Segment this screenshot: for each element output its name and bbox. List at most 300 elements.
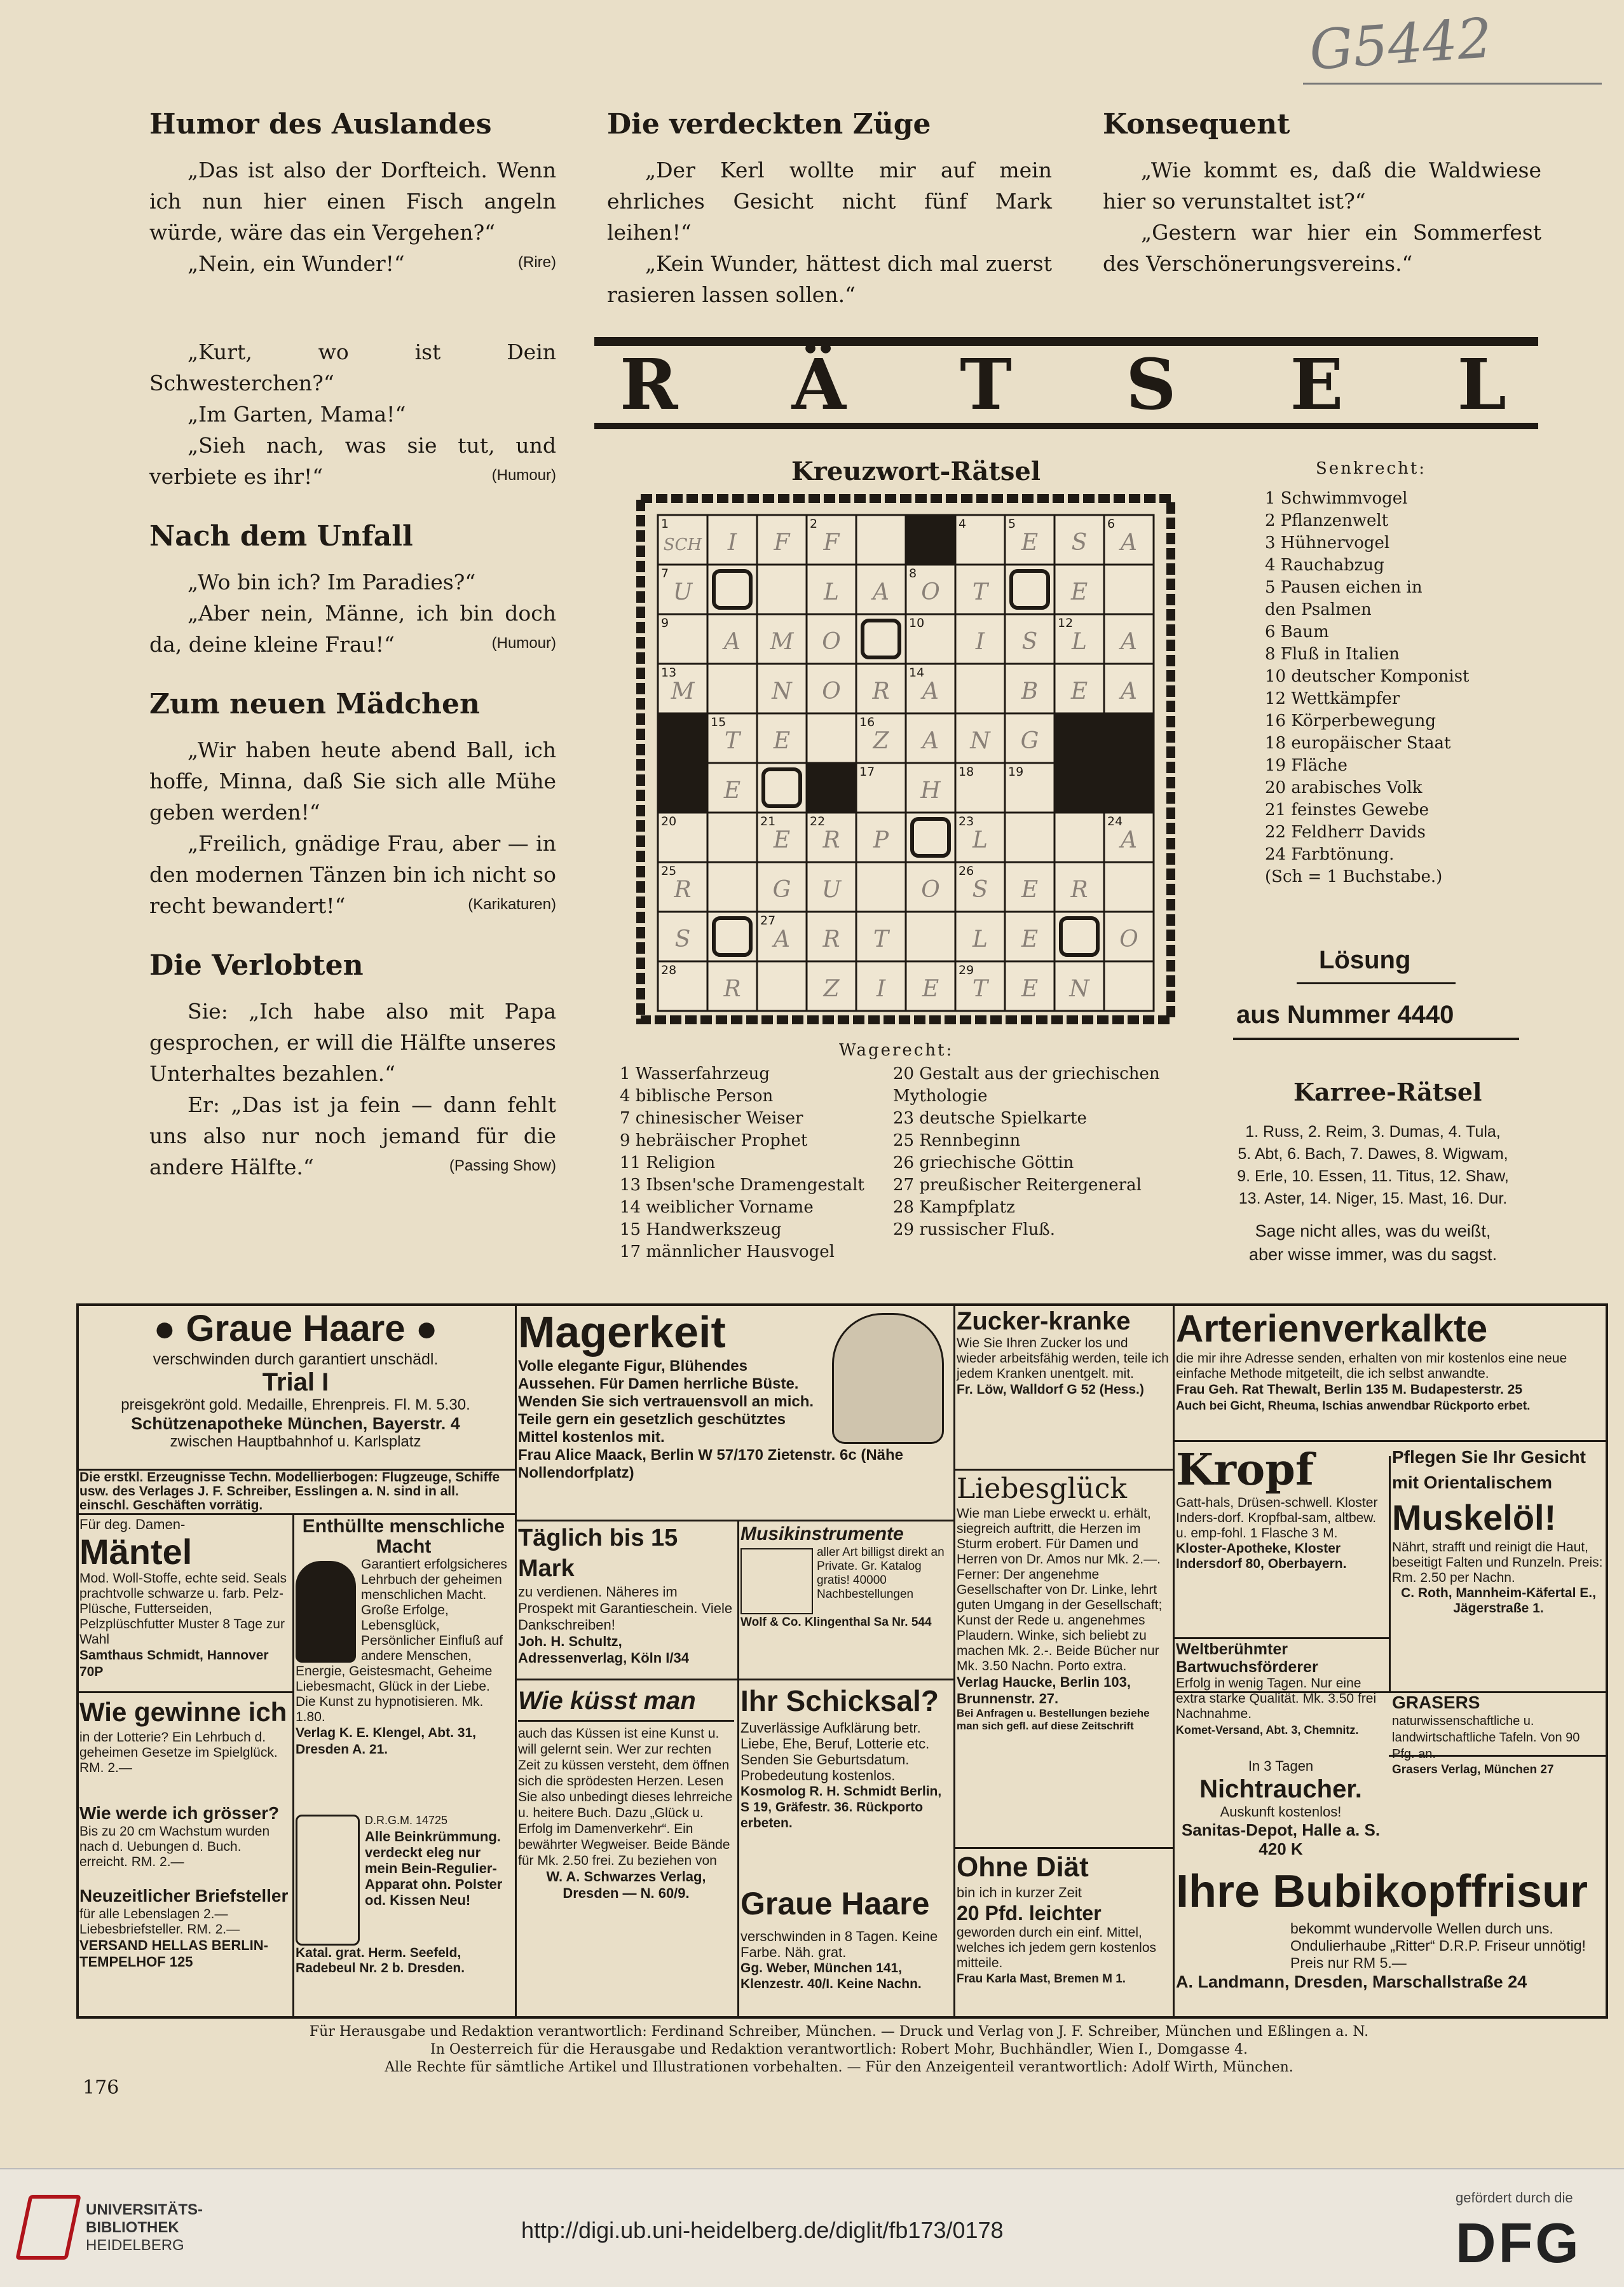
joke-block	[149, 949, 556, 1183]
joke-block	[149, 336, 556, 492]
ad-modellierbogen	[79, 1471, 512, 1513]
joke-source: (Rire)	[518, 254, 556, 271]
raetsel-banner	[594, 337, 1538, 429]
grid-number: 6	[1107, 517, 1116, 531]
loesung-rule	[1297, 982, 1456, 984]
pencil-letter: L	[972, 926, 988, 952]
ad-firm: Komet-Versand, Abt. 3, Chemnitz.	[1176, 1724, 1359, 1736]
ad-wie-kuesst-man	[518, 1682, 734, 2016]
grid-number: 22	[810, 814, 826, 828]
ad-text: die mir ihre Adresse senden, erhalten von mir kostenlos eine neue einfache Methode mitgeteilt, die ich selbst anwandte.	[1176, 1351, 1567, 1381]
ad-text: Alle Beinkrümmung. verdeckt eleg nur mein Bein-Regulier-Apparat ohn. Polster od. Kissen Neu!	[365, 1829, 503, 1908]
grid-number: 27	[760, 914, 776, 928]
clue-line: den Psalmen	[1265, 600, 1372, 619]
joke-paragraph: „Wir haben heute abend Ball, ich hoffe, Minna, daß Sie sich alle Mühe geben werden!“	[149, 738, 556, 825]
document-url-link[interactable]: http://digi.ub.uni-heidelberg.de/diglit/fb173/0178	[521, 2217, 1004, 2243]
pencil-letter: A	[724, 629, 740, 655]
ad-text: aller Art billigst direkt an Private. Gr. Katalog gratis! 40000 Nachbestellungen	[817, 1546, 945, 1601]
grid-cell	[707, 813, 757, 862]
ad-text: Für deg. Damen-	[79, 1516, 186, 1532]
grid-cell	[757, 961, 807, 1011]
logo-line: UNIVERSITÄTS-	[86, 2201, 203, 2218]
ad-ihr-schicksal	[740, 1682, 950, 1872]
pencil-letter: B	[1021, 678, 1039, 704]
karree-title: Karree-Rätsel	[1293, 1078, 1482, 1106]
ad-divider	[953, 1303, 955, 2019]
ad-text: verschwinden durch garantiert unschädl.	[153, 1350, 439, 1368]
clue-line: 10 deutscher Komponist	[1265, 667, 1470, 686]
ad-firm: A. Landmann, Dresden, Marschallstraße 24	[1176, 1972, 1527, 1991]
grid-cell	[955, 664, 1005, 713]
clue-line: 21 feinstes Gewebe	[1265, 800, 1430, 820]
pencil-letter: N	[1069, 976, 1089, 1002]
ad-text: Pflegen Sie Ihr Gesicht mit Orientalischem	[1392, 1447, 1586, 1492]
joke-paragraph: „Das ist also der Dorfteich. Wenn ich nun hier einen Fisch angeln würde, wäre das ein Vergehen?“	[149, 158, 556, 245]
ad-nichtraucher	[1176, 1758, 1386, 1860]
ad-title: Zucker-kranke	[957, 1307, 1131, 1335]
clue-line: 11 Religion	[620, 1153, 716, 1172]
clue-line: 1. Russ, 2. Reim, 3. Dumas, 4. Tula,	[1245, 1123, 1501, 1141]
joke-right-para-2: „Gestern war hier ein Sommerfest des Verschönerungsvereins.“	[1103, 220, 1541, 276]
clue-line: 18 europäischer Staat	[1265, 734, 1451, 753]
grid-cell	[906, 912, 955, 961]
pencil-letter: F	[823, 530, 840, 556]
clue-line: 22 Feldherr Davids	[1265, 823, 1426, 842]
ad-magerkeit	[518, 1307, 950, 1516]
ad-title: Enthüllte menschliche Macht	[302, 1516, 505, 1557]
pencil-letter: E	[723, 778, 741, 804]
grid-ornament	[1061, 918, 1098, 955]
pencil-letter: N	[970, 728, 990, 754]
clue-line: 12 Wettkämpfer	[1265, 689, 1400, 708]
clue-line: Mythologie	[893, 1087, 988, 1106]
grid-cell	[856, 862, 906, 912]
ad-title: Graue Haare	[740, 1886, 930, 1921]
pencil-letter: O	[822, 629, 841, 655]
clue-line: 3 Hühnervogel	[1265, 533, 1390, 553]
ad-firm: Frau Alice Maack, Berlin W 57/170 Zietenstr. 6c (Nähe Nollendorfplatz)	[518, 1446, 904, 1481]
ad-firm: Joh. H. Schultz, Adressenverlag, Köln I/34	[518, 1633, 689, 1666]
grid-ornament	[863, 621, 899, 657]
ad-maentel	[79, 1516, 290, 1689]
clue-line: 20 Gestalt aus der griechischen	[893, 1064, 1160, 1083]
grid-number: 9	[661, 616, 669, 630]
page-number: 176	[83, 2077, 119, 2099]
ad-firm: Katal. grat. Herm. Seefeld, Radebeul Nr. 2 b. Dresden.	[296, 1946, 465, 1975]
logo-line: BIBLIOTHEK	[86, 2219, 179, 2236]
joke-source: (Humour)	[491, 635, 556, 652]
grid-ornament	[912, 819, 949, 856]
ad-text: preisgekrönt gold. Medaille, Ehrenpreis. Fl. M. 5.30.	[121, 1396, 470, 1413]
senkrecht-title: Senkrecht:	[1316, 459, 1427, 478]
clue-line: (Sch = 1 Buchstabe.)	[1265, 867, 1443, 886]
grid-cell	[707, 862, 757, 912]
clue-line: 1 Schwimmvogel	[1265, 489, 1408, 508]
clue-line: aber wisse immer, was du sagst.	[1248, 1245, 1498, 1264]
wagerecht-clues-left	[620, 1063, 899, 1263]
grid-number: 4	[959, 517, 967, 531]
pencil-letter: Z	[823, 976, 840, 1002]
ad-divider	[1173, 1303, 1175, 2019]
clue-line: Sage nicht alles, was du weißt,	[1255, 1221, 1491, 1240]
ad-text: geworden durch ein einf. Mittel, welches ich jedem gern kostenlos mitteile.	[957, 1925, 1156, 1970]
leg-apparatus-icon	[296, 1815, 360, 1946]
ad-title: Täglich bis 15 Mark	[518, 1525, 678, 1582]
ad-text: Zuverlässige Aufklärung betr. Liebe, Ehe, Beruf, Lotterie etc. Senden Sie Geburtsdatum. Probedeutung kostenlos.	[740, 1720, 930, 1783]
imprint-line-1: Für Herausgabe und Redaktion verantwortlich: Ferdinand Schreiber, München. — Druck und Verlag von J. F. Schreiber, München und Eßlingen a. N.	[309, 2024, 1369, 2040]
joke-paragraph: „Freilich, gnädige Frau, aber — in den modernen Tänzen bin ich nicht so recht bewandert!“	[149, 831, 556, 918]
clue-line: 1 Wasserfahrzeug	[620, 1064, 770, 1083]
pencil-letter: E	[922, 976, 939, 1002]
ad-note: Auch bei Gicht, Rheuma, Ischias anwendbar Rückporto erbet.	[1176, 1399, 1531, 1413]
grid-number: 19	[1008, 765, 1024, 779]
ad-title: Kropf	[1176, 1445, 1314, 1495]
clue-line: 23 deutsche Spielkarte	[893, 1109, 1087, 1128]
ad-title: Wie werde ich grösser?	[79, 1803, 280, 1823]
grid-block	[1054, 713, 1104, 763]
joke-title: Die Verlobten	[149, 949, 364, 982]
instruments-icon	[740, 1548, 813, 1614]
ad-firm: Gg. Weber, München 141, Klenzestr. 40/I. Keine Nachn.	[740, 1961, 922, 1991]
ad-divider	[76, 1691, 292, 1693]
clue-line: 27 preußischer Reitergeneral	[893, 1176, 1142, 1195]
grid-cell	[757, 565, 807, 614]
jokes-left-column	[149, 108, 556, 1211]
pencil-letter: E	[773, 728, 791, 754]
grid-cell	[1104, 961, 1154, 1011]
pencil-letter: S	[972, 877, 988, 903]
joke-block	[149, 520, 556, 660]
pencil-letter: U	[672, 579, 693, 605]
senkrecht-clues	[1265, 458, 1532, 888]
ad-firm: C. Roth, Mannheim-Käfertal E., Jägerstraße 1.	[1401, 1586, 1596, 1616]
grid-number: 2	[810, 517, 818, 531]
ad-text: Bis zu 20 cm Wachstum wurden nach d. Uebungen d. Buch. erreicht. RM. 2.—	[79, 1824, 270, 1869]
karree-solution	[1195, 1121, 1551, 1210]
pencil-letter: R	[723, 976, 741, 1002]
ad-text: zwischen Hauptbahnhof u. Karlsplatz	[170, 1433, 421, 1450]
ad-divider	[1173, 1637, 1389, 1639]
pencil-letter: S	[1021, 629, 1038, 655]
grid-number: 24	[1107, 814, 1123, 828]
pencil-letter: T	[724, 728, 740, 754]
ad-text: in der Lotterie? Ein Lehrbuch d. geheimen Gesetze im Spielglück. RM. 2.—	[79, 1730, 278, 1775]
joke-paragraph: „Kurt, wo ist Dein Schwesterchen?“	[149, 340, 556, 395]
ad-firm: Kosmolog R. H. Schmidt Berlin, S 19, Gräfestr. 36. Rückporto erbeten.	[740, 1784, 942, 1830]
pencil-letter: E	[1021, 530, 1039, 556]
grid-cell	[707, 664, 757, 713]
ad-title: Liebesglück	[957, 1473, 1127, 1505]
joke-block	[149, 688, 556, 921]
pencil-letter: R	[822, 926, 840, 952]
ad-firm: Wolf & Co. Klingenthal Sa Nr. 544	[740, 1616, 932, 1629]
ad-text: naturwissenschaftliche u. landwirtschaftliche Tafeln. Von 90 Pfg. an.	[1392, 1714, 1580, 1761]
joke-right-title: Konsequent	[1103, 108, 1290, 141]
pencil-letter: E	[1021, 926, 1039, 952]
ad-divider	[953, 1469, 1173, 1471]
joke-paragraph: „Im Garten, Mama!“	[188, 402, 406, 427]
ad-title: Neuzeitlicher Briefsteller	[79, 1886, 289, 1906]
pencil-letter: A	[922, 728, 939, 754]
grid-number: 12	[1058, 616, 1074, 630]
grid-number: 23	[959, 814, 974, 828]
ad-text: Nährt, strafft und reinigt die Haut, beseitigt Falten und Runzeln. Preis: Rm. 2.50 per Nachn.	[1392, 1540, 1603, 1585]
ad-lotterie	[79, 1694, 290, 1796]
pencil-letter: E	[1021, 877, 1039, 903]
grid-ornament	[714, 918, 751, 955]
logo-line: HEIDELBERG	[86, 2237, 184, 2254]
ad-text: für alle Lebenslagen 2.— Liebesbriefsteller. RM. 2.—	[79, 1907, 240, 1937]
devil-figure-icon	[296, 1561, 356, 1663]
joke-paragraph: „Sieh nach, was sie tut, und verbiete es ihr!“	[149, 433, 556, 489]
grid-ornament	[714, 571, 751, 608]
raetsel-letter: T	[960, 343, 1018, 425]
grid-number: 25	[661, 864, 677, 878]
ad-text: Erfolg in wenig Tagen. Nur eine extra starke Qualität. Mk. 3.50 frei Nachnahme.	[1176, 1676, 1377, 1721]
pencil-letter: N	[772, 678, 792, 704]
joke-middle-title: Die verdeckten Züge	[607, 108, 931, 141]
ad-graue-haare-weber	[740, 1879, 950, 2016]
library-logo-text	[86, 2201, 203, 2255]
loesung-title: Lösung	[1319, 946, 1411, 974]
grid-cell	[807, 713, 856, 763]
grid-block	[1104, 763, 1154, 813]
ad-text: Mod. Woll-Stoffe, echte seid. Seals prachtvolle schwarze u. farb. Pelz-Plüsche, Futterseiden, Pelzplüschfutter Muster 8 Tage zur Wahl	[79, 1571, 287, 1647]
ad-taeglich-15-mark	[518, 1523, 734, 1675]
ad-bein-regulier	[296, 1812, 512, 2016]
ad-title: Wie küsst man	[518, 1682, 734, 1722]
joke-paragraph: „Wo bin ich? Im Paradies?“	[188, 570, 476, 594]
ad-text: Wie Sie Ihren Zucker los und wieder arbeitsfähig werden, teile ich jedem Kranken unentgelt. mit.	[957, 1336, 1169, 1381]
ad-firm: Frau Karla Mast, Bremen M 1.	[957, 1972, 1126, 1986]
grid-block	[1054, 763, 1104, 813]
pencil-letter: A	[1121, 678, 1137, 704]
ad-note: Bei Anfragen u. Bestellungen beziehe man sich gefl. auf diese Zeitschrift	[957, 1707, 1150, 1732]
ad-divider	[515, 1520, 953, 1521]
pencil-letter: R	[872, 678, 890, 704]
clue-line: 29 russischer Fluß.	[893, 1220, 1055, 1239]
ad-title: Nichtraucher.	[1199, 1775, 1362, 1803]
ad-ohne-diaet	[957, 1850, 1170, 2016]
ad-title: GRASERS	[1392, 1693, 1480, 1712]
ad-mark: D.R.G.M. 14725	[365, 1814, 448, 1827]
joke-right-para-1: „Wie kommt es, daß die Waldwiese hier so verunstaltet ist?“	[1103, 158, 1541, 214]
pencil-letter: M	[671, 678, 695, 704]
clue-line: 17 männlicher Hausvogel	[620, 1242, 835, 1261]
joke-middle	[607, 108, 1052, 310]
clue-line: 6 Baum	[1265, 622, 1329, 642]
grid-ornament	[763, 769, 800, 806]
ad-arterienverkalkte	[1176, 1307, 1605, 1437]
pencil-letter: I	[876, 976, 886, 1002]
imprint-footer	[83, 2023, 1595, 2077]
ad-divider	[953, 1847, 1173, 1849]
grid-number: 13	[661, 666, 677, 680]
joke-paragraph: Er: „Das ist ja fein — dann fehlt uns also nur noch jemand für die andere Hälfte.“	[149, 1092, 556, 1179]
pencil-letter: A	[922, 678, 939, 704]
loesung-subtitle: aus Nummer 4440	[1236, 1001, 1454, 1029]
ad-title: Mäntel	[79, 1532, 193, 1572]
pencil-letter: M	[770, 629, 794, 655]
ad-zuckerkranke	[957, 1307, 1170, 1466]
grid-cell	[856, 515, 906, 565]
ad-firm: Verlag K. E. Klengel, Abt. 31, Dresden A. 21.	[296, 1726, 476, 1757]
ad-title: Ihr Schicksal?	[740, 1684, 939, 1717]
ad-title: ● Graue Haare ●	[153, 1308, 438, 1349]
ad-text: Garantiert erfolgsicheres Lehrbuch der geheimen menschlichen Macht. Große Erfolge, Lebensglück, Persönlicher Einfluß auf andere Menschen, Energie, Geistesmacht, Geheime Liebesmacht, Glück in der Liebe. Die Kunst zu hypnotisieren. Mk. 1.80.	[296, 1557, 507, 1724]
joke-source: (Humour)	[491, 467, 556, 484]
pencil-letter: A	[1121, 530, 1137, 556]
pencil-letter: O	[921, 579, 940, 605]
loesung-rule-2	[1233, 1038, 1519, 1040]
crossword-title: Kreuzwort-Rätsel	[791, 457, 1041, 486]
grid-block	[807, 763, 856, 813]
ad-text: verschwinden in 8 Tagen. Keine Farbe. Näh. grat.	[740, 1928, 938, 1960]
clue-line: 24 Farbtönung.	[1265, 845, 1395, 864]
ad-musikinstrumente	[740, 1523, 950, 1675]
clue-line: 4 biblische Person	[620, 1087, 774, 1106]
imprint-line-3: Alle Rechte für sämtliche Artikel und Illustrationen vorbehalten. — Für den Anzeigenteil verantwortlich: Adolf Wirth, München.	[385, 2059, 1293, 2075]
clue-line: 26 griechische Göttin	[893, 1153, 1074, 1172]
ad-divider	[515, 1679, 737, 1680]
clue-line: 5. Abt, 6. Bach, 7. Dawes, 8. Wigwam,	[1238, 1145, 1508, 1163]
wagerecht-title: Wagerecht:	[839, 1041, 954, 1060]
grid-number: 14	[909, 666, 925, 680]
pencil-letter: R	[674, 877, 692, 903]
pencil-letter: O	[1119, 926, 1138, 952]
ad-firm: Verlag Haucke, Berlin 103, Brunnenstr. 27.	[957, 1674, 1131, 1707]
clue-line: 7 chinesischer Weiser	[620, 1109, 803, 1128]
grid-cell	[1104, 565, 1154, 614]
clue-line: 19 Fläche	[1265, 756, 1348, 775]
clue-line: 2 Pflanzenwelt	[1265, 511, 1389, 530]
pencil-letter: L	[972, 827, 988, 853]
handwritten-rule	[1303, 83, 1602, 85]
pencil-letter: S	[674, 926, 691, 952]
ad-text: zu verdienen. Näheres im Prospekt mit Garantieschein. Viele Dankschreiben!	[518, 1584, 733, 1633]
joke-title: Humor des Auslandes	[149, 108, 492, 141]
clue-line: 13 Ibsen'sche Dramengestalt	[620, 1176, 864, 1195]
grid-number: 21	[760, 814, 776, 828]
ad-text: Volle elegante Figur, Blühendes Aussehen. Für Damen herrliche Büste. Wenden Sie sich vertrauensvoll an mich. Teile gern ein gesetzlich geschütztes Mittel kostenlos mit.	[518, 1357, 814, 1446]
pencil-letter: H	[920, 778, 941, 804]
ad-grasers	[1392, 1693, 1605, 1776]
joke-paragraph: Sie: „Ich habe also mit Papa gesprochen, er will die Hälfte unseres Unterhaltes bezahlen.“	[149, 999, 556, 1086]
ad-bubikopffrisur	[1176, 1863, 1605, 2016]
raetsel-letter: Ä	[791, 343, 852, 425]
clue-line: 4 Rauchabzug	[1265, 556, 1384, 575]
ad-firm: Grasers Verlag, München 27	[1392, 1763, 1554, 1776]
pencil-letter: T	[972, 579, 988, 605]
pencil-letter: E	[1070, 579, 1088, 605]
ad-firm: W. A. Schwarzes Verlag, Dresden — N. 60/9.	[546, 1869, 706, 1901]
ad-text: 20 Pfd. leichter	[957, 1902, 1102, 1925]
clue-line: 8 Fluß in Italien	[1265, 645, 1400, 664]
pencil-letter: T	[873, 926, 889, 952]
pencil-letter: G	[772, 877, 791, 903]
joke-middle-para-2: „Kein Wunder, hättest dich mal zuerst rasieren lassen sollen.“	[607, 251, 1052, 307]
grid-block	[658, 713, 707, 763]
pencil-letter: L	[1072, 629, 1087, 655]
ad-liebesglueck	[957, 1472, 1170, 1844]
grid-number: 5	[1008, 517, 1016, 531]
clue-line: 14 weiblicher Vorname	[620, 1198, 814, 1217]
joke-paragraph: „Nein, ein Wunder!“	[188, 251, 405, 276]
pencil-letter: F	[774, 530, 790, 556]
crossword-grid[interactable]	[636, 496, 1176, 1024]
ad-text: bin ich in kurzer Zeit	[957, 1885, 1082, 1900]
ad-divider	[292, 1513, 294, 2019]
pencil-letter: A	[774, 926, 790, 952]
pencil-letter: P	[873, 827, 889, 853]
ad-title: Wie gewinne ich	[79, 1697, 287, 1727]
grid-number: 20	[661, 814, 677, 828]
joke-title: Zum neuen Mädchen	[149, 688, 481, 720]
raetsel-letter: L	[1457, 343, 1513, 425]
ad-title: Magerkeit	[518, 1307, 726, 1357]
pencil-letter: A	[873, 579, 889, 605]
pencil-letter: S	[1071, 530, 1088, 556]
ad-text: Trial I	[262, 1368, 329, 1396]
grid-number: 29	[959, 963, 974, 977]
ad-enthuellte-macht	[296, 1516, 512, 1809]
ad-firm: Kloster-Apotheke, Kloster Indersdorf 80, Oberbayern.	[1176, 1541, 1347, 1571]
clue-line: 15 Handwerkszeug	[620, 1220, 782, 1239]
ad-bartwuchs	[1176, 1640, 1386, 1755]
pencil-letter: R	[822, 827, 840, 853]
pencil-letter: Z	[873, 728, 889, 754]
pencil-letter: G	[1020, 728, 1039, 754]
pencil-letter: SCH	[663, 535, 702, 554]
grid-number: 28	[661, 963, 677, 977]
grid-block	[906, 515, 955, 565]
pencil-letter: R	[1070, 877, 1088, 903]
ad-title: Ohne Diät	[957, 1851, 1089, 1883]
grid-number: 18	[959, 765, 974, 779]
ad-groesser	[79, 1803, 290, 1879]
clue-line: 13. Aster, 14. Niger, 15. Mast, 16. Dur.	[1238, 1190, 1508, 1207]
joke-middle-para-1: „Der Kerl wollte mir auf mein ehrliches Gesicht nicht fünf Mark leihen!“	[607, 158, 1052, 245]
pencil-letter: E	[773, 827, 791, 853]
joke-source: (Karikaturen)	[468, 896, 556, 913]
viewer-footer-bar	[0, 2168, 1624, 2287]
joke-source: (Passing Show)	[449, 1157, 556, 1174]
ad-text: Auskunft kostenlos!	[1220, 1804, 1342, 1820]
pencil-letter: E	[1070, 678, 1088, 704]
pencil-letter: O	[822, 678, 841, 704]
ad-title: Arterienverkalkte	[1176, 1307, 1488, 1350]
grid-number: 17	[859, 765, 875, 779]
grid-number: 8	[909, 567, 917, 580]
pencil-letter: U	[821, 877, 842, 903]
grid-number: 1	[661, 517, 669, 531]
ad-graue-haare-trial	[79, 1307, 512, 1466]
ad-text: In 3 Tagen	[1248, 1758, 1314, 1774]
grid-cell	[1054, 813, 1104, 862]
raetsel-letter: S	[1126, 343, 1183, 425]
ad-divider	[737, 1679, 953, 1680]
pencil-letter: L	[824, 579, 839, 605]
pencil-letter: A	[1121, 629, 1137, 655]
joke-block	[149, 108, 556, 279]
grid-cell	[1005, 813, 1054, 862]
ad-divider	[515, 1303, 517, 2019]
grid-block	[658, 763, 707, 813]
ad-text: bekommt wundervolle Wellen durch uns. Ondulierhaube „Ritter“ D.R.P. Friseur unnötig! Preis nur RM 5.—	[1290, 1920, 1586, 1971]
grid-number: 16	[859, 715, 875, 729]
grid-number: 7	[661, 567, 669, 580]
clue-line: 9. Erle, 10. Essen, 11. Titus, 12. Shaw,	[1237, 1167, 1509, 1185]
